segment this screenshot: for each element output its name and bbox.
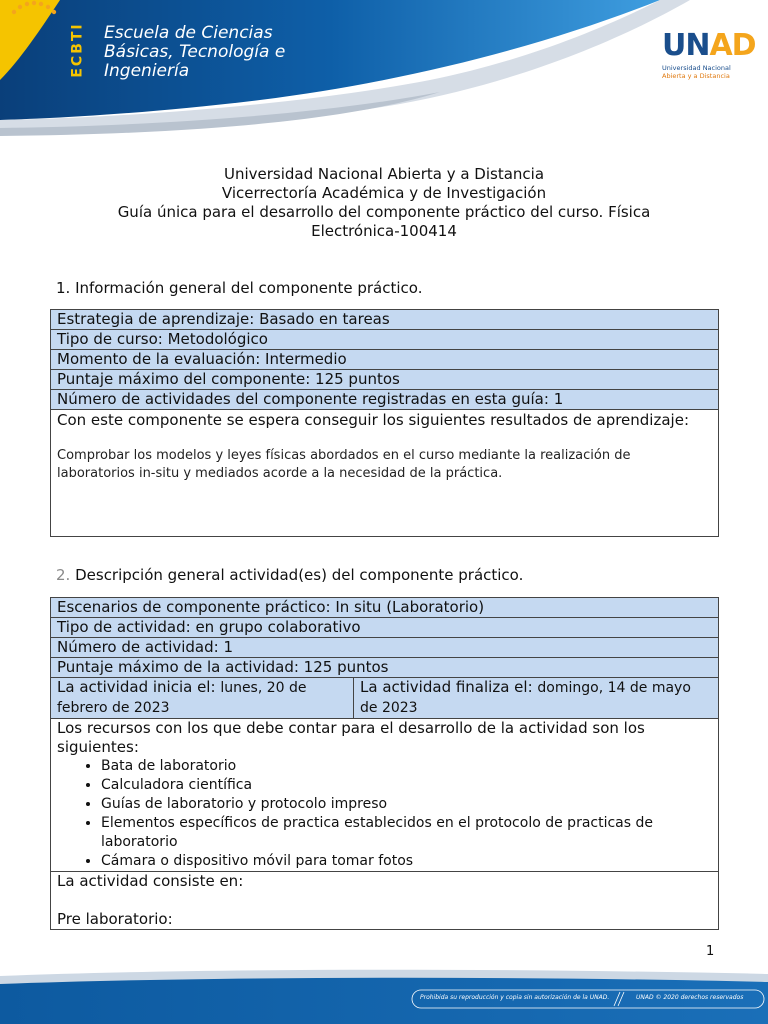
activity-consists-label: La actividad consiste en: [57, 872, 244, 890]
info-row-course-type: Tipo de curso: Metodológico [51, 330, 719, 350]
school-line-1: Escuela de Ciencias [104, 23, 273, 43]
section-2-number: 2. [56, 566, 71, 584]
activity-end-cell [354, 678, 719, 719]
section-2-title: Descripción general actividad(es) del componente práctico. [75, 566, 524, 584]
list-item: • Guías de laboratorio y protocolo impreso [101, 795, 712, 814]
unad-logo-icon [0, 0, 90, 70]
activity-row-max-score: Puntaje máximo de la actividad: 125 puntos [51, 658, 719, 678]
school-name [104, 24, 285, 81]
list-item: • Calculadora científica [101, 776, 712, 795]
list-item: • Bata de laboratorio [101, 757, 712, 776]
logo-wordmark [662, 28, 756, 63]
logo-sub-line-2: Abierta y a Distancia [662, 72, 730, 80]
title-line-3: Guía única para el desarrollo del componente práctico del curso. Física [117, 203, 651, 221]
list-item: • Elementos específicos de practica establecidos en el protocolo de practicas de laboratorio [101, 814, 712, 852]
info-row-strategy: Estrategia de aprendizaje: Basado en tareas [51, 310, 719, 330]
learning-results-label: Con este componente se espera conseguir los siguientes resultados de aprendizaje: [57, 411, 689, 429]
ecbti-text: ECBTI [69, 22, 86, 78]
activity-row-type: Tipo de actividad: en grupo colaborativo [51, 618, 719, 638]
section-2-heading [56, 566, 523, 584]
info-row-evaluation-moment: Momento de la evaluación: Intermedio [51, 350, 719, 370]
activity-row-scenario: Escenarios de componente práctico: In situ (Laboratorio) [51, 598, 719, 618]
section-1-heading: 1. Información general del componente práctico. [56, 279, 423, 297]
page-header [0, 0, 768, 140]
activity-table [50, 597, 719, 930]
info-row-activity-count: Número de actividades del componente registradas en esta guía: 1 [51, 390, 719, 410]
document-titles [40, 165, 728, 241]
resources-cell [51, 719, 719, 872]
logo-sub-line-1: Universidad Nacional [662, 64, 731, 72]
learning-results-cell [51, 410, 719, 537]
general-info-table [50, 309, 719, 537]
footer-notice: Prohibida su reproducción y copia sin autorización de la UNAD. [420, 994, 610, 1001]
info-row-max-score: Puntaje máximo del componente: 125 puntos [51, 370, 719, 390]
activity-end-label: La actividad finaliza el: [360, 678, 533, 696]
school-line-3: Ingeniería [104, 61, 190, 81]
logo-subtitle [662, 64, 752, 80]
page-number: 1 [706, 944, 715, 959]
footer-copyright: UNAD © 2020 derechos reservados [636, 994, 744, 1001]
resources-label: Los recursos con los que debe contar para el desarrollo de la actividad son los siguientes: [57, 719, 645, 756]
school-line-2: Básicas, Tecnología e [104, 42, 286, 62]
activity-start-value: lunes, 20 de febrero de 2023 [57, 680, 307, 716]
title-line-2: Vicerrectoría Académica y de Investigación [221, 184, 547, 202]
activity-start-label: La actividad inicia el: [57, 678, 216, 696]
activity-start-cell [51, 678, 354, 719]
learning-results-text: Comprobar los modelos y leyes físicas abordados en el curso mediante la realización de laboratorios in-situ y mediados acorde a la necesidad de la práctica. [57, 448, 631, 481]
logo-word-main: UN [662, 28, 710, 63]
title-line-4: Electrónica-100414 [311, 222, 457, 240]
logo-word-accent: AD [709, 28, 756, 63]
activity-end-value: domingo, 14 de mayo de 2023 [360, 680, 691, 716]
list-item: • Cámara o dispositivo móvil para tomar fotos [101, 852, 712, 871]
activity-row-number: Número de actividad: 1 [51, 638, 719, 658]
pre-lab-label: Pre laboratorio: [57, 910, 173, 928]
activity-description-cell [51, 872, 719, 930]
title-line-1: Universidad Nacional Abierta y a Distancia [223, 165, 545, 183]
resources-list [57, 757, 712, 871]
